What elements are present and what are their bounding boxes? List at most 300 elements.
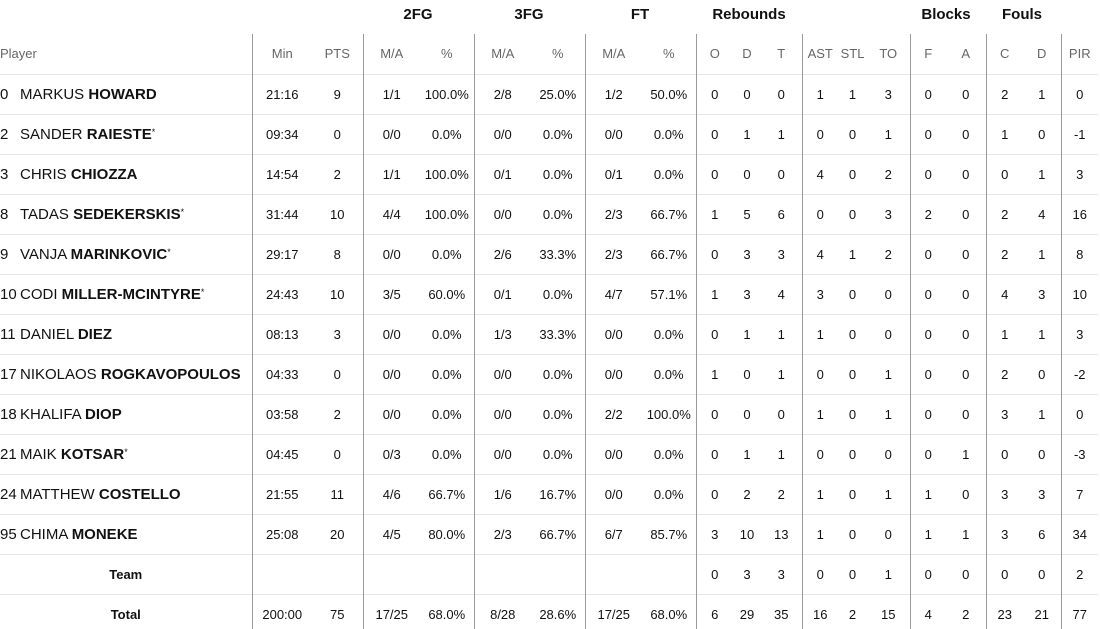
- cell-reb-o: 0: [696, 474, 733, 514]
- cell-3fg-pct: 0.0%: [531, 154, 585, 194]
- col-header-ft-pct: %: [662, 46, 675, 62]
- cell-blk-f: 0: [910, 154, 946, 194]
- column-group-header: [0, 0, 1100, 32]
- cell-ast: 0: [802, 354, 838, 394]
- col-header-pts: PTS: [324, 46, 350, 62]
- cell-foul-d: 4: [1023, 194, 1061, 234]
- cell-3fg-pct: [531, 554, 585, 594]
- cell-2fg-ma: 1/1: [363, 74, 420, 114]
- col-header-pir: PIR: [1061, 34, 1098, 74]
- cell-3fg-ma: 0/0: [474, 354, 531, 394]
- col-header-min: Min: [252, 34, 312, 74]
- cell-blk-f: 1: [910, 474, 946, 514]
- cell-reb-t: 13: [761, 514, 802, 554]
- cell-min: 200:00: [252, 594, 312, 629]
- cell-ft-ma: 0/0: [585, 474, 642, 514]
- cell-ft-ma: 2/3: [585, 194, 642, 234]
- cell-min: 31:44: [252, 194, 312, 234]
- cell-to: 3: [867, 194, 910, 234]
- cell-2fg-pct: 0.0%: [420, 314, 474, 354]
- cell-to: 1: [867, 554, 910, 594]
- cell-blk-f: 0: [910, 554, 946, 594]
- cell-ft-pct: 0.0%: [642, 434, 696, 474]
- player-cell[interactable]: [0, 514, 252, 554]
- cell-3fg-pct: 0.0%: [531, 394, 585, 434]
- cell-min: 09:34: [252, 114, 312, 154]
- cell-foul-c: 0: [986, 554, 1023, 594]
- cell-foul-d: 1: [1023, 74, 1061, 114]
- cell-ft-ma: [585, 554, 642, 594]
- cell-ft-pct: 85.7%: [642, 514, 696, 554]
- cell-reb-t: 1: [761, 354, 802, 394]
- cell-blk-a: 1: [946, 514, 986, 554]
- col-header-reb-t: T: [777, 46, 786, 62]
- player-first-name: DANIEL: [20, 325, 74, 343]
- starter-marker: *: [180, 206, 185, 217]
- cell-ft-ma: 17/25: [585, 594, 642, 629]
- player-last-name: DIEZ: [77, 325, 112, 343]
- cell-reb-o: 0: [696, 314, 733, 354]
- table-row: [0, 154, 1098, 194]
- player-number: 95: [0, 525, 17, 543]
- table-row: [0, 114, 1098, 154]
- cell-2fg-pct: 0.0%: [420, 394, 474, 434]
- player-cell[interactable]: [0, 194, 252, 234]
- col-header-player: Player: [0, 46, 37, 62]
- player-last-name: COSTELLO: [98, 485, 181, 503]
- cell-to: 15: [867, 594, 910, 629]
- cell-blk-f: 0: [910, 434, 946, 474]
- player-cell[interactable]: [0, 394, 252, 434]
- cell-3fg-ma: 8/28: [474, 594, 531, 629]
- cell-3fg-pct: 0.0%: [531, 354, 585, 394]
- player-first-name: MATTHEW: [20, 485, 95, 503]
- cell-foul-d: 1: [1023, 314, 1061, 354]
- player-last-name: SEDEKERSKIS: [73, 205, 181, 223]
- cell-blk-a: 0: [946, 474, 986, 514]
- cell-ft-ma: 0/0: [585, 114, 642, 154]
- cell-to: 0: [867, 274, 910, 314]
- starter-marker: *: [200, 286, 205, 297]
- cell-foul-c: 3: [986, 394, 1023, 434]
- cell-ast: 1: [802, 394, 838, 434]
- cell-3fg-pct: 25.0%: [531, 74, 585, 114]
- player-number: 8: [0, 205, 9, 223]
- cell-pir: 10: [1061, 274, 1098, 314]
- player-first-name: MARKUS: [20, 85, 85, 103]
- cell-stl: 0: [838, 554, 867, 594]
- cell-foul-d: 1: [1023, 234, 1061, 274]
- cell-2fg-pct: 100.0%: [420, 74, 474, 114]
- player-number: 9: [0, 245, 9, 263]
- cell-to: 0: [867, 514, 910, 554]
- cell-blk-f: 0: [910, 234, 946, 274]
- cell-blk-f: 0: [910, 394, 946, 434]
- cell-to: 2: [867, 234, 910, 274]
- cell-stl: 0: [838, 154, 867, 194]
- cell-ft-ma: 4/7: [585, 274, 642, 314]
- cell-2fg-ma: 0/0: [363, 234, 420, 274]
- player-number: 24: [0, 485, 17, 503]
- cell-blk-a: 0: [946, 194, 986, 234]
- team-label: Team: [0, 554, 252, 594]
- cell-foul-c: 1: [986, 314, 1023, 354]
- cell-reb-t: 35: [761, 594, 802, 629]
- cell-reb-t: 2: [761, 474, 802, 514]
- cell-min: 21:16: [252, 74, 312, 114]
- cell-reb-d: 5: [733, 194, 761, 234]
- cell-blk-f: 0: [910, 74, 946, 114]
- cell-ast: 3: [802, 274, 838, 314]
- table-row: [0, 274, 1098, 314]
- player-first-name: CODI: [20, 285, 58, 303]
- cell-ft-pct: 66.7%: [642, 194, 696, 234]
- cell-reb-d: 10: [733, 514, 761, 554]
- cell-2fg-pct: 0.0%: [420, 234, 474, 274]
- cell-foul-c: 23: [986, 594, 1023, 629]
- cell-blk-f: 0: [910, 314, 946, 354]
- cell-3fg-ma: 0/0: [474, 394, 531, 434]
- player-cell[interactable]: [0, 474, 252, 514]
- cell-ft-pct: 100.0%: [642, 394, 696, 434]
- player-last-name: MILLER-MCINTYRE: [61, 285, 201, 303]
- cell-foul-d: 1: [1023, 394, 1061, 434]
- cell-3fg-ma: 0/1: [474, 274, 531, 314]
- cell-stl: 0: [838, 194, 867, 234]
- group-fouls: Fouls: [1002, 6, 1042, 23]
- player-last-name: MONEKE: [71, 525, 138, 543]
- cell-foul-c: 0: [986, 434, 1023, 474]
- cell-to: 1: [867, 474, 910, 514]
- cell-2fg-pct: 0.0%: [420, 434, 474, 474]
- cell-2fg-ma: 17/25: [363, 594, 420, 629]
- cell-pir: 34: [1061, 514, 1098, 554]
- cell-pir: 2: [1061, 554, 1098, 594]
- cell-blk-a: 0: [946, 394, 986, 434]
- cell-2fg-ma: 0/0: [363, 314, 420, 354]
- cell-min: 24:43: [252, 274, 312, 314]
- cell-pir: 3: [1061, 154, 1098, 194]
- player-cell[interactable]: [0, 274, 252, 314]
- player-last-name: ROGKAVOPOULOS: [100, 365, 241, 383]
- player-last-name: MARINKOVIC: [70, 245, 168, 263]
- cell-3fg-ma: 0/0: [474, 434, 531, 474]
- cell-pts: 9: [312, 74, 363, 114]
- cell-blk-a: 0: [946, 234, 986, 274]
- cell-ft-ma: 2/2: [585, 394, 642, 434]
- box-score-table: [0, 34, 1098, 629]
- cell-2fg-ma: 0/0: [363, 394, 420, 434]
- cell-stl: 0: [838, 394, 867, 434]
- cell-2fg-ma: 4/4: [363, 194, 420, 234]
- cell-foul-d: 0: [1023, 354, 1061, 394]
- cell-blk-f: 0: [910, 274, 946, 314]
- cell-3fg-pct: 33.3%: [531, 314, 585, 354]
- cell-blk-a: 0: [946, 554, 986, 594]
- cell-2fg-ma: 1/1: [363, 154, 420, 194]
- cell-2fg-ma: 4/5: [363, 514, 420, 554]
- player-first-name: SANDER: [20, 125, 83, 143]
- cell-pir: 0: [1061, 74, 1098, 114]
- cell-pts: 2: [312, 154, 363, 194]
- cell-blk-a: 0: [946, 354, 986, 394]
- cell-ast: 1: [802, 74, 838, 114]
- col-header-ast: AST: [802, 34, 838, 74]
- cell-stl: 2: [838, 594, 867, 629]
- table-row: [0, 354, 1098, 394]
- cell-3fg-ma: [474, 554, 531, 594]
- player-number: 17: [0, 365, 17, 383]
- table-row: [0, 434, 1098, 474]
- cell-3fg-ma: 0/1: [474, 154, 531, 194]
- team-row: [0, 554, 1098, 594]
- cell-pir: 16: [1061, 194, 1098, 234]
- cell-reb-d: 29: [733, 594, 761, 629]
- starter-marker: *: [124, 446, 128, 457]
- cell-stl: 0: [838, 354, 867, 394]
- player-first-name: NIKOLAOS: [20, 365, 97, 383]
- cell-ast: 1: [802, 474, 838, 514]
- cell-reb-t: 6: [761, 194, 802, 234]
- cell-pir: -3: [1061, 434, 1098, 474]
- cell-3fg-pct: 28.6%: [531, 594, 585, 629]
- cell-reb-d: 1: [733, 114, 761, 154]
- total-row: [0, 594, 1098, 629]
- player-cell[interactable]: [0, 74, 252, 114]
- cell-foul-c: 3: [986, 474, 1023, 514]
- cell-3fg-pct: 0.0%: [531, 274, 585, 314]
- cell-ft-ma: 0/0: [585, 354, 642, 394]
- col-header-blk-a: A: [961, 46, 971, 62]
- player-last-name: KOTSAR: [60, 445, 125, 463]
- cell-foul-c: 2: [986, 194, 1023, 234]
- cell-ft-ma: 0/1: [585, 154, 642, 194]
- cell-reb-t: 0: [761, 154, 802, 194]
- cell-reb-o: 0: [696, 394, 733, 434]
- player-first-name: MAIK: [20, 445, 57, 463]
- cell-min: 14:54: [252, 154, 312, 194]
- cell-to: 3: [867, 74, 910, 114]
- cell-3fg-pct: 33.3%: [531, 234, 585, 274]
- cell-blk-f: 0: [910, 354, 946, 394]
- cell-2fg-pct: 66.7%: [420, 474, 474, 514]
- cell-pts: 10: [312, 194, 363, 234]
- cell-min: 08:13: [252, 314, 312, 354]
- player-number: 18: [0, 405, 17, 423]
- col-header-3fg-pct: %: [551, 46, 564, 62]
- cell-3fg-pct: 0.0%: [531, 194, 585, 234]
- cell-stl: 1: [838, 74, 867, 114]
- cell-2fg-ma: 0/0: [363, 354, 420, 394]
- player-last-name: RAIESTE: [86, 125, 152, 143]
- cell-pts: 20: [312, 514, 363, 554]
- cell-3fg-ma: 2/3: [474, 514, 531, 554]
- cell-foul-d: 6: [1023, 514, 1061, 554]
- cell-reb-t: 1: [761, 434, 802, 474]
- cell-2fg-ma: 0/0: [363, 114, 420, 154]
- group-3fg: 3FG: [514, 6, 544, 23]
- cell-reb-d: 3: [733, 554, 761, 594]
- cell-pts: 3: [312, 314, 363, 354]
- player-number: 21: [0, 445, 17, 463]
- cell-blk-a: 2: [946, 594, 986, 629]
- cell-foul-d: 3: [1023, 474, 1061, 514]
- cell-reb-o: 0: [696, 154, 733, 194]
- cell-pts: 10: [312, 274, 363, 314]
- cell-reb-t: 1: [761, 114, 802, 154]
- cell-pts: 75: [312, 594, 363, 629]
- cell-3fg-ma: 2/6: [474, 234, 531, 274]
- cell-reb-o: 0: [696, 74, 733, 114]
- col-header-to: TO: [879, 46, 898, 62]
- cell-ast: 0: [802, 554, 838, 594]
- cell-reb-d: 3: [733, 234, 761, 274]
- cell-blk-f: 0: [910, 114, 946, 154]
- cell-reb-o: 1: [696, 274, 733, 314]
- cell-to: 0: [867, 314, 910, 354]
- cell-3fg-pct: 0.0%: [531, 114, 585, 154]
- cell-ft-ma: 2/3: [585, 234, 642, 274]
- col-header-reb-d: D: [742, 46, 752, 62]
- cell-blk-a: 0: [946, 114, 986, 154]
- cell-3fg-ma: 0/0: [474, 194, 531, 234]
- cell-pts: 11: [312, 474, 363, 514]
- cell-ast: 4: [802, 154, 838, 194]
- cell-foul-d: 0: [1023, 554, 1061, 594]
- cell-pir: 77: [1061, 594, 1098, 629]
- player-number: 10: [0, 285, 17, 303]
- cell-min: 04:45: [252, 434, 312, 474]
- cell-blk-a: 0: [946, 74, 986, 114]
- cell-stl: 1: [838, 234, 867, 274]
- cell-stl: 0: [838, 314, 867, 354]
- cell-min: 04:33: [252, 354, 312, 394]
- table-row: [0, 514, 1098, 554]
- cell-pir: 0: [1061, 394, 1098, 434]
- player-number: 3: [0, 165, 9, 183]
- cell-reb-o: 0: [696, 554, 733, 594]
- cell-3fg-ma: 2/8: [474, 74, 531, 114]
- cell-blk-a: 0: [946, 154, 986, 194]
- table-row: [0, 194, 1098, 234]
- table-row: [0, 474, 1098, 514]
- cell-to: 1: [867, 114, 910, 154]
- cell-ft-pct: 0.0%: [642, 154, 696, 194]
- cell-pts: 0: [312, 434, 363, 474]
- total-label: Total: [0, 594, 252, 629]
- cell-3fg-ma: 0/0: [474, 114, 531, 154]
- cell-reb-t: 0: [761, 74, 802, 114]
- cell-2fg-ma: 0/3: [363, 434, 420, 474]
- cell-pir: -2: [1061, 354, 1098, 394]
- cell-pts: 0: [312, 354, 363, 394]
- cell-stl: 0: [838, 274, 867, 314]
- cell-3fg-ma: 1/3: [474, 314, 531, 354]
- player-cell[interactable]: [0, 314, 252, 354]
- cell-blk-a: 1: [946, 434, 986, 474]
- cell-reb-t: 1: [761, 314, 802, 354]
- cell-reb-d: 0: [733, 354, 761, 394]
- cell-reb-o: 1: [696, 354, 733, 394]
- cell-foul-c: 3: [986, 514, 1023, 554]
- player-number: 11: [0, 325, 16, 343]
- cell-reb-d: 0: [733, 154, 761, 194]
- player-cell[interactable]: [0, 354, 252, 394]
- cell-reb-o: 1: [696, 194, 733, 234]
- player-first-name: KHALIFA: [20, 405, 81, 423]
- group-rebounds: Rebounds: [712, 6, 786, 23]
- col-header-foul-c: C: [986, 34, 1023, 74]
- starter-marker: *: [151, 126, 156, 137]
- cell-ft-pct: 68.0%: [642, 594, 696, 629]
- group-ft: FT: [630, 6, 650, 23]
- cell-min: 29:17: [252, 234, 312, 274]
- cell-foul-c: 0: [986, 154, 1023, 194]
- col-header-foul-d: D: [1037, 46, 1047, 62]
- cell-ft-pct: 0.0%: [642, 114, 696, 154]
- cell-ft-pct: 57.1%: [642, 274, 696, 314]
- cell-pir: 3: [1061, 314, 1098, 354]
- cell-2fg-pct: 0.0%: [420, 114, 474, 154]
- player-cell[interactable]: [0, 154, 252, 194]
- col-header-reb-o: O: [696, 34, 733, 74]
- player-cell[interactable]: [0, 434, 252, 474]
- cell-ast: 0: [802, 434, 838, 474]
- cell-ast: 1: [802, 514, 838, 554]
- cell-ast: 1: [802, 314, 838, 354]
- cell-stl: 0: [838, 474, 867, 514]
- cell-foul-d: 21: [1023, 594, 1061, 629]
- cell-reb-d: 0: [733, 394, 761, 434]
- player-last-name: CHIOZZA: [70, 165, 138, 183]
- cell-to: 2: [867, 154, 910, 194]
- cell-reb-o: 0: [696, 114, 733, 154]
- cell-2fg-pct: 0.0%: [420, 354, 474, 394]
- cell-ast: 0: [802, 114, 838, 154]
- cell-2fg-ma: [363, 554, 420, 594]
- group-blocks: Blocks: [921, 6, 971, 23]
- cell-reb-t: 0: [761, 394, 802, 434]
- cell-blk-f: 1: [910, 514, 946, 554]
- col-header-blk-f: F: [910, 34, 946, 74]
- cell-pts: 0: [312, 114, 363, 154]
- cell-pts: 8: [312, 234, 363, 274]
- cell-ft-pct: 50.0%: [642, 74, 696, 114]
- player-number: 0: [0, 85, 9, 103]
- cell-ft-pct: 0.0%: [642, 354, 696, 394]
- cell-reb-o: 0: [696, 234, 733, 274]
- player-cell[interactable]: [0, 114, 252, 154]
- player-first-name: TADAS: [20, 205, 69, 223]
- cell-foul-c: 4: [986, 274, 1023, 314]
- col-header-2fg-pct: %: [440, 46, 453, 62]
- cell-ft-ma: 6/7: [585, 514, 642, 554]
- cell-reb-d: 3: [733, 274, 761, 314]
- cell-ft-ma: 0/0: [585, 434, 642, 474]
- cell-stl: 0: [838, 514, 867, 554]
- cell-ft-ma: 0/0: [585, 314, 642, 354]
- cell-to: 1: [867, 354, 910, 394]
- cell-ft-pct: 0.0%: [642, 474, 696, 514]
- player-first-name: CHIMA: [20, 525, 68, 543]
- cell-foul-d: 0: [1023, 114, 1061, 154]
- cell-reb-d: 1: [733, 314, 761, 354]
- cell-to: 1: [867, 394, 910, 434]
- cell-reb-d: 0: [733, 74, 761, 114]
- player-cell[interactable]: [0, 234, 252, 274]
- col-header-3fg-ma: M/A: [474, 34, 531, 74]
- cell-ft-pct: 0.0%: [642, 314, 696, 354]
